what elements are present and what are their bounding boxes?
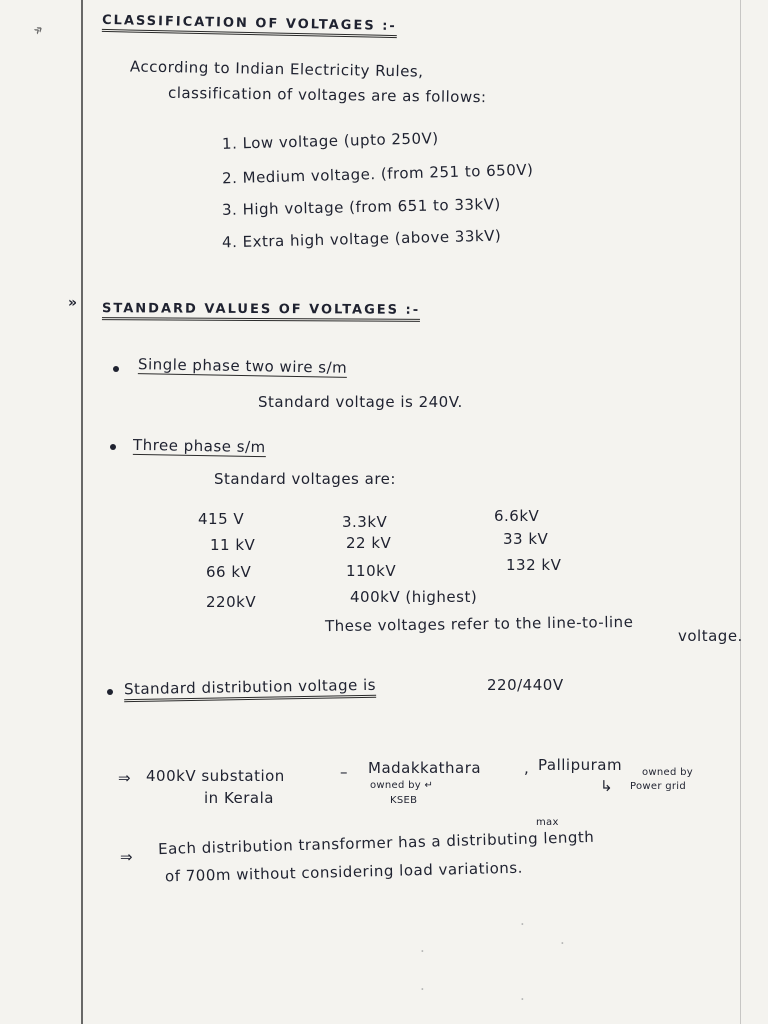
voltage-value: 110kV [346, 562, 397, 580]
bullet [107, 689, 113, 695]
arrow-icon: ⇒ [120, 848, 134, 866]
voltage-value: 22 kV [346, 534, 392, 552]
voltage-value: 3.3kV [342, 513, 388, 531]
powergrid-note-line-2: Power grid [630, 781, 686, 792]
place-madakkathara: Madakkathara [368, 759, 482, 777]
three-phase-intro: Standard voltages are: [214, 470, 396, 488]
classification-item: 1. Low voltage (upto 250V) [221, 129, 439, 153]
voltage-note-line-2: voltage. [678, 627, 743, 645]
voltage-value: 6.6kV [494, 507, 540, 525]
distribution-value: 220/440V [487, 676, 564, 694]
comma: , [524, 759, 530, 777]
kseb-note-line-1: owned by ↵ [370, 780, 434, 791]
voltage-value: 11 kV [210, 536, 256, 554]
single-phase-heading: Single phase two wire s/m [137, 355, 348, 377]
bleed-through-dot: . [560, 930, 566, 948]
bleed-through-dot: . [520, 986, 526, 1004]
bullet [110, 444, 116, 450]
intro-line-2: classification of voltages are as follows: [167, 83, 487, 107]
classification-item: 2. Medium voltage. (from 251 to 650V) [221, 160, 534, 188]
three-phase-heading: Three phase s/m [132, 435, 266, 457]
classification-item: 4. Extra high voltage (above 33kV) [221, 226, 502, 252]
single-phase-text: Standard voltage is 240V. [258, 393, 463, 411]
margin-line [81, 0, 83, 1024]
arrow-icon: ⇒ [118, 769, 132, 787]
bleed-through-dot: . [420, 976, 426, 994]
place-pallipuram: Pallipuram [538, 756, 623, 774]
substation-label-line-2: in Kerala [204, 789, 274, 807]
intro-line-1: According to Indian Electricity Rules, [129, 57, 424, 81]
bleed-through-dot: . [420, 938, 426, 956]
substation-label-line-1: 400kV substation [146, 767, 285, 785]
return-arrow-icon: ↳ [600, 777, 614, 795]
voltage-value: 66 kV [206, 563, 252, 581]
kseb-note-line-2: KSEB [390, 795, 418, 806]
transformer-line-1: Each distribution transformer has a distributing length [157, 827, 595, 859]
powergrid-note-line-1: owned by [642, 767, 693, 778]
dash: – [340, 763, 348, 781]
classification-item: 3. High voltage (from 651 to 33kV) [221, 195, 501, 219]
transformer-line-2: of 700m without considering load variations. [164, 858, 524, 886]
voltage-value: 400kV (highest) [350, 588, 478, 606]
bullet [113, 366, 119, 372]
distribution-heading: Standard distribution voltage is [124, 676, 376, 702]
max-superscript: max [536, 817, 559, 828]
standard-values-heading: STANDARD VALUES OF VOLTAGES :- [102, 301, 420, 322]
voltage-value: 415 V [198, 510, 245, 528]
bleed-through-dot: . [520, 911, 526, 929]
voltage-value: 220kV [206, 593, 257, 611]
page-edge [740, 0, 741, 1024]
classification-heading: CLASSIFICATION OF VOLTAGES :- [102, 13, 397, 38]
voltage-note-line-1: These voltages refer to the line-to-line [324, 612, 634, 636]
section-mark: » [68, 295, 78, 311]
voltage-value: 132 kV [506, 556, 562, 574]
voltage-value: 33 kV [503, 530, 549, 548]
corner-mark: » [30, 20, 47, 40]
